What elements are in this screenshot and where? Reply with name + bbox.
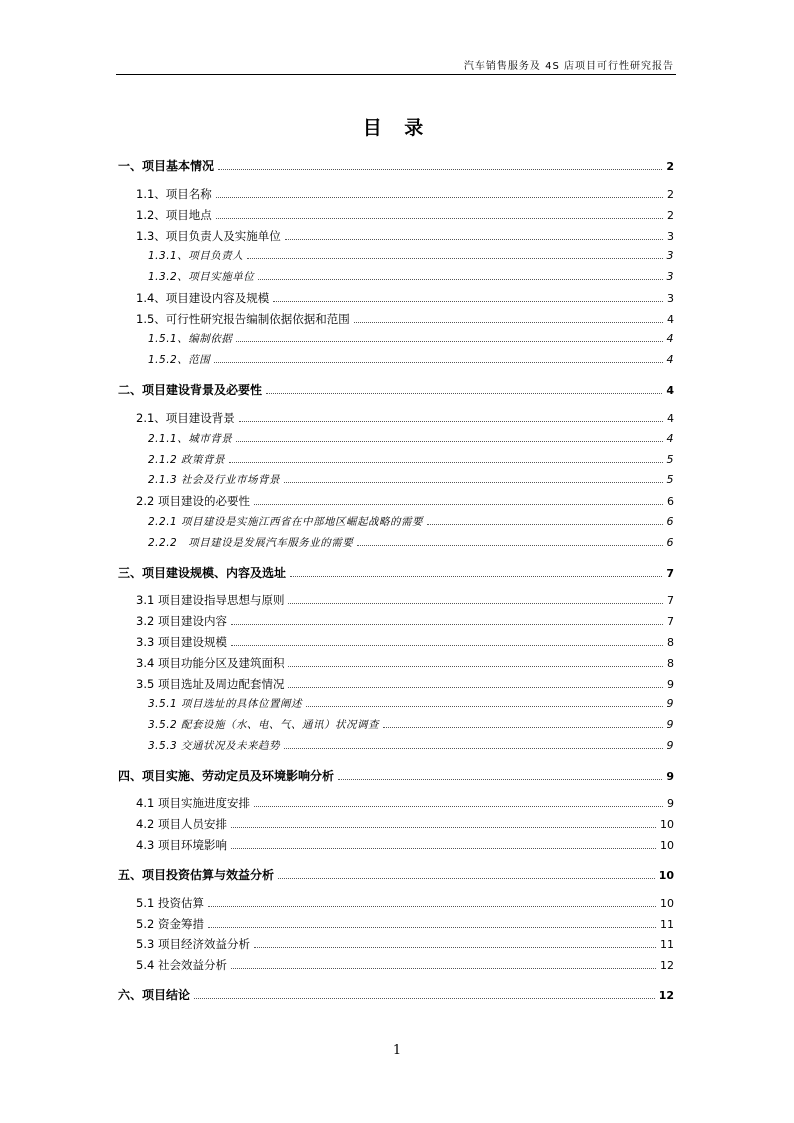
dot-leader	[254, 503, 663, 505]
toc-entry-page: 8	[667, 636, 674, 649]
toc-entry-page: 10	[660, 839, 674, 852]
header-title: 汽车销售服务及 4S 店项目可行性研究报告	[463, 61, 674, 72]
toc-entry-page: 3	[667, 292, 674, 305]
dot-leader	[254, 946, 656, 948]
toc-entry-level-2[interactable]	[136, 816, 674, 832]
toc-entry-label: 2.1、项目建设背景	[136, 411, 235, 425]
toc-entry-label: 1.2、项目地点	[136, 208, 212, 222]
toc-entry-label: 五、项目投资估算与效益分析	[118, 868, 275, 882]
toc-entry-label: 二、项目建设背景及必要性	[118, 383, 263, 397]
dot-leader	[254, 805, 663, 807]
toc-entry-level-3[interactable]	[148, 696, 674, 712]
toc-entry-page: 11	[660, 918, 674, 931]
toc-entry-level-2[interactable]	[136, 655, 674, 671]
toc-entry-page: 2	[666, 160, 674, 173]
toc-entry-label: 三、项目建设规模、内容及选址	[118, 566, 287, 580]
toc-entry-label: 3.2 项目建设内容	[136, 614, 227, 628]
toc-entry-level-2[interactable]	[136, 228, 674, 244]
dot-leader	[216, 217, 663, 219]
toc-entry-label: 3.5.1 项目选址的具体位置阐述	[148, 698, 303, 710]
toc-entry-page: 9	[666, 718, 674, 731]
dot-leader	[288, 686, 663, 688]
dot-leader	[278, 877, 655, 879]
toc-entry-label: 2.2.1 项目建设是实施江西省在中部地区崛起战略的需要	[148, 516, 424, 528]
toc-entry-level-2[interactable]	[136, 410, 674, 426]
dot-leader	[214, 361, 662, 363]
toc-entry-level-2[interactable]	[136, 795, 674, 811]
toc-entry-page: 7	[666, 567, 674, 580]
toc-entry-level-2[interactable]	[136, 895, 674, 911]
dot-leader	[266, 392, 662, 394]
toc-entry-page: 6	[666, 515, 674, 528]
toc-entry-page: 4	[666, 384, 674, 397]
dot-leader	[306, 705, 662, 707]
dot-leader	[285, 238, 663, 240]
dot-leader	[239, 420, 663, 422]
toc-entry-label: 1.5.2、范围	[148, 354, 211, 366]
toc-entry-level-3[interactable]	[148, 452, 674, 468]
dot-leader	[194, 997, 655, 999]
toc-entry-page: 6	[667, 495, 674, 508]
toc-entry-level-3[interactable]	[148, 431, 674, 447]
dot-leader	[231, 644, 663, 646]
toc-entry-label: 1.4、项目建设内容及规模	[136, 291, 270, 305]
toc-entry-level-3[interactable]	[148, 248, 674, 264]
dot-leader	[284, 481, 662, 483]
toc-entry-label: 2.2.2 项目建设是发展汽车服务业的需要	[148, 537, 354, 549]
toc-entry-level-2[interactable]	[136, 837, 674, 853]
toc-entry-level-1[interactable]	[118, 767, 674, 783]
toc-entry-level-2[interactable]	[136, 634, 674, 650]
toc-entry-label: 3.1 项目建设指导思想与原则	[136, 593, 285, 607]
toc-entry-label: 5.3 项目经济效益分析	[136, 937, 250, 951]
dot-leader	[231, 623, 663, 625]
toc-entry-level-3[interactable]	[148, 738, 674, 754]
toc-entry-level-3[interactable]	[148, 514, 674, 530]
toc-entry-label: 一、项目基本情况	[118, 159, 215, 173]
toc-entry-level-1[interactable]	[118, 564, 674, 580]
toc-entry-page: 4	[666, 432, 674, 445]
toc-entry-label: 3.4 项目功能分区及建筑面积	[136, 656, 285, 670]
dot-leader	[354, 321, 663, 323]
toc-entry-level-3[interactable]	[148, 352, 674, 368]
toc-entry-label: 4.1 项目实施进度安排	[136, 796, 250, 810]
toc-entry-label: 3.5.3 交通状况及未来趋势	[148, 740, 281, 752]
toc-entry-label: 1.3.2、项目实施单位	[148, 271, 255, 283]
toc-entry-page: 12	[658, 989, 674, 1002]
dot-leader	[236, 340, 662, 342]
dot-leader	[258, 278, 662, 280]
toc-entry-label: 1.1、项目名称	[136, 187, 212, 201]
dot-leader	[229, 461, 662, 463]
toc-entry-level-3[interactable]	[148, 472, 674, 488]
toc-entry-page: 8	[667, 657, 674, 670]
toc-entry-level-3[interactable]	[148, 717, 674, 733]
toc-entry-level-2[interactable]	[136, 290, 674, 306]
dot-leader	[216, 196, 663, 198]
toc-entry-page: 3	[667, 230, 674, 243]
dot-leader	[284, 747, 662, 749]
toc-entry-label: 2.2 项目建设的必要性	[136, 494, 250, 508]
toc-entry-page: 2	[667, 209, 674, 222]
toc-entry-level-2[interactable]	[136, 613, 674, 629]
toc-entry-level-2[interactable]	[136, 936, 674, 952]
toc-entry-page: 9	[666, 697, 674, 710]
toc-entry-label: 5.2 资金筹措	[136, 917, 204, 931]
toc-entry-page: 10	[658, 869, 674, 882]
toc-entry-label: 1.5.1、编制依据	[148, 333, 233, 345]
toc-entry-label: 2.1.2 政策背景	[148, 454, 226, 466]
toc-entry-page: 4	[666, 353, 674, 366]
toc-entry-page: 5	[666, 453, 674, 466]
toc-entry-level-1[interactable]	[118, 381, 674, 397]
toc-entry-level-2[interactable]	[136, 957, 674, 973]
dot-leader	[290, 575, 662, 577]
toc-entry-level-2[interactable]	[136, 186, 674, 202]
toc-entry-level-1[interactable]	[118, 157, 674, 173]
toc-entry-page: 4	[666, 332, 674, 345]
toc-entry-level-2[interactable]	[136, 916, 674, 932]
toc-entry-page: 7	[667, 594, 674, 607]
toc-entry-label: 4.3 项目环境影响	[136, 838, 227, 852]
dot-leader	[208, 926, 656, 928]
dot-leader	[208, 905, 656, 907]
dot-leader	[273, 300, 663, 302]
toc-entry-page: 11	[660, 938, 674, 951]
dot-leader	[231, 967, 656, 969]
dot-leader	[383, 726, 662, 728]
dot-leader	[338, 778, 662, 780]
dot-leader	[357, 544, 662, 546]
toc-entry-page: 12	[660, 959, 674, 972]
toc-title: 目 录	[362, 117, 432, 139]
dot-leader	[288, 602, 663, 604]
dot-leader	[288, 665, 663, 667]
page-number: 1	[392, 1043, 402, 1058]
toc-entry-page: 9	[666, 770, 674, 783]
toc-entry-level-3[interactable]	[148, 535, 674, 551]
toc-entry-label: 3.5 项目选址及周边配套情况	[136, 677, 285, 691]
toc-entry-level-2[interactable]	[136, 207, 674, 223]
toc-entry-page: 9	[667, 797, 674, 810]
toc-entry-level-2[interactable]	[136, 676, 674, 692]
toc-entry-label: 1.5、可行性研究报告编制依据依据和范围	[136, 312, 350, 326]
dot-leader	[231, 826, 656, 828]
toc-entry-label: 2.1.1、城市背景	[148, 433, 233, 445]
toc-entry-label: 1.3、项目负责人及实施单位	[136, 229, 281, 243]
toc-entry-label: 六、项目结论	[118, 988, 191, 1002]
toc-entry-page: 2	[667, 188, 674, 201]
toc-entry-label: 四、项目实施、劳动定员及环境影响分析	[118, 769, 335, 783]
toc-entry-page: 4	[667, 412, 674, 425]
toc-entry-label: 4.2 项目人员安排	[136, 817, 227, 831]
toc-entry-page: 5	[666, 473, 674, 486]
toc-entry-label: 1.3.1、项目负责人	[148, 250, 244, 262]
toc-entry-level-2[interactable]	[136, 592, 674, 608]
toc-entry-level-2[interactable]	[136, 493, 674, 509]
toc-entry-label: 2.1.3 社会及行业市场背景	[148, 474, 281, 486]
dot-leader	[231, 847, 656, 849]
dot-leader	[427, 523, 662, 525]
toc-entry-page: 10	[660, 818, 674, 831]
toc-entry-page: 3	[666, 270, 674, 283]
toc-entry-level-3[interactable]	[148, 269, 674, 285]
toc-entry-page: 7	[667, 615, 674, 628]
dot-leader	[218, 168, 662, 170]
toc-entry-page: 10	[660, 897, 674, 910]
dot-leader	[247, 257, 662, 259]
toc-entry-page: 9	[666, 739, 674, 752]
toc-entry-page: 6	[666, 536, 674, 549]
toc-entry-label: 3.3 项目建设规模	[136, 635, 227, 649]
toc-entry-page: 4	[667, 313, 674, 326]
toc-entry-label: 5.1 投资估算	[136, 896, 204, 910]
toc-entry-level-2[interactable]	[136, 311, 674, 327]
dot-leader	[236, 440, 662, 442]
toc-entry-page: 3	[666, 249, 674, 262]
toc-entry-label: 3.5.2 配套设施（水、电、气、通讯）状况调查	[148, 719, 380, 731]
toc-entry-level-3[interactable]	[148, 331, 674, 347]
toc-entry-level-1[interactable]	[118, 986, 674, 1002]
toc-entry-page: 9	[667, 678, 674, 691]
toc-entry-level-1[interactable]	[118, 866, 674, 882]
toc-entry-label: 5.4 社会效益分析	[136, 958, 227, 972]
